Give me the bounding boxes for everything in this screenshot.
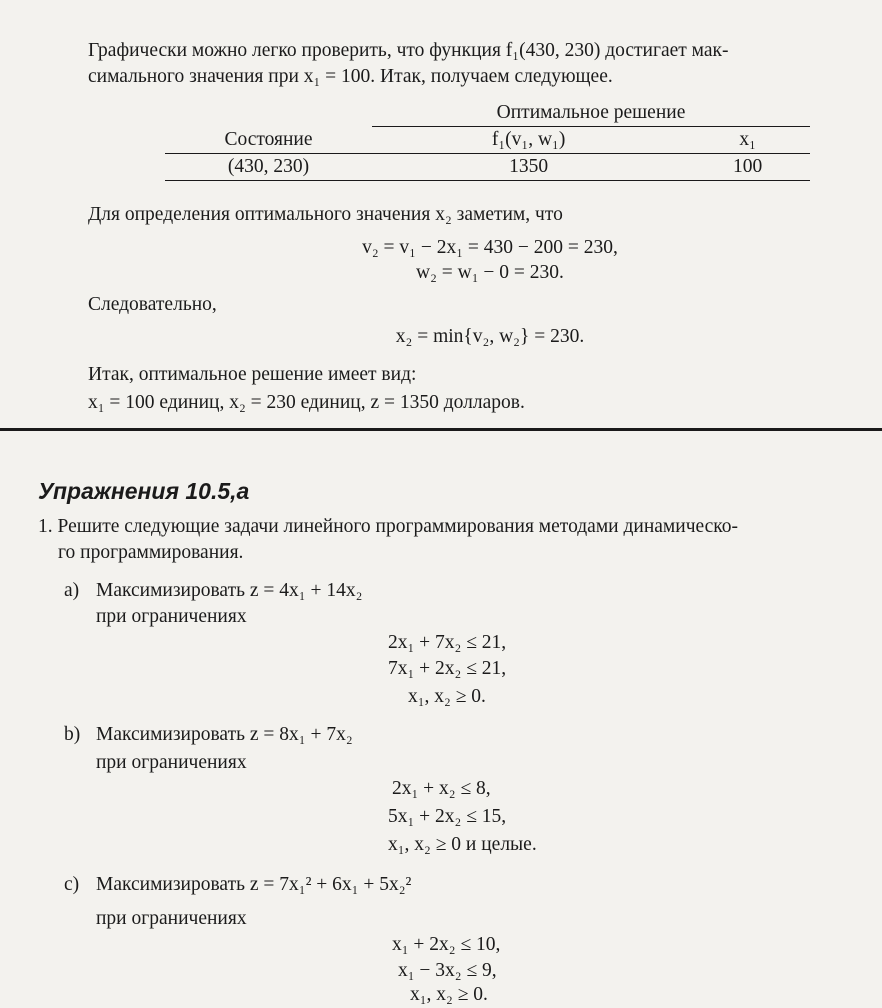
task-line-2: го программирования.: [58, 542, 244, 563]
exercise-heading: Упражнения 10.5,a: [38, 478, 250, 504]
solution-line: x₁ = 100 единиц, x₂ = 230 единиц, z = 1350 долларов.: [88, 392, 525, 413]
problem-b-constraints-label: при ограничениях: [96, 752, 247, 773]
optimal-solution-table: [165, 100, 810, 181]
table-group-header: Оптимальное решение: [372, 100, 810, 127]
text-therefore: Следовательно,: [88, 294, 217, 315]
task-line-1: 1. Решите следующие задачи линейного программирования методами динамическо-: [38, 516, 739, 537]
problem-b-constraint-3: x₁, x₂ ≥ 0 и целые.: [388, 834, 537, 855]
problem-c-constraint-2: x₁ − 3x₂ ≤ 9,: [398, 960, 497, 981]
table-cell-state: (430, 230): [165, 154, 372, 181]
problem-b-constraint-2: 5x₁ + 2x₂ ≤ 15,: [388, 806, 507, 827]
table-header-state: Состояние: [165, 127, 372, 154]
problem-b-label: b): [64, 724, 81, 745]
table-header-f: f₁(v₁, w₁): [372, 127, 685, 154]
problem-c-label: c): [64, 874, 80, 895]
table-cell-f: 1350: [372, 154, 685, 181]
problem-b-constraint-1: 2x₁ + x₂ ≤ 8,: [392, 778, 491, 799]
problem-a-constraint-1: 2x₁ + 7x₂ ≤ 21,: [388, 632, 507, 653]
intro-line-2: симального значения при x₁ = 100. Итак, получаем следующее.: [88, 66, 613, 87]
problem-b-objective: Максимизировать z = 8x₁ + 7x₂: [96, 724, 353, 745]
problem-c-constraint-1: x₁ + 2x₂ ≤ 10,: [392, 934, 501, 955]
problem-a-label: a): [64, 580, 80, 601]
problem-c-constraint-3: x₁, x₂ ≥ 0.: [410, 984, 488, 1005]
equation-x2: x₂ = min{v₂, w₂} = 230.: [395, 326, 585, 347]
problem-a-constraint-2: 7x₁ + 2x₂ ≤ 21,: [388, 658, 507, 679]
problem-c-objective: Максимизировать z = 7x₁² + 6x₁ + 5x₂²: [96, 874, 412, 895]
problem-a-objective: Максимизировать z = 4x₁ + 14x₂: [96, 580, 363, 601]
intro-line-1: Графически можно легко проверить, что функция f₁(430, 230) достигает мак-: [88, 40, 729, 61]
section-divider: [0, 428, 882, 431]
problem-a-constraints-label: при ограничениях: [96, 606, 247, 627]
equation-w2: w₂ = w₁ − 0 = 230.: [416, 262, 564, 283]
problem-a-constraint-3: x₁, x₂ ≥ 0.: [408, 686, 486, 707]
text-solution: Итак, оптимальное решение имеет вид:: [88, 364, 417, 385]
table-cell-x1: 100: [685, 154, 810, 181]
equation-v2: v₂ = v₁ − 2x₁ = 430 − 200 = 230,: [362, 237, 618, 258]
problem-c-constraints-label: при ограничениях: [96, 908, 247, 929]
text-x2: Для определения оптимального значения x₂ заметим, что: [88, 204, 563, 225]
table-header-x1: x₁: [685, 127, 810, 154]
